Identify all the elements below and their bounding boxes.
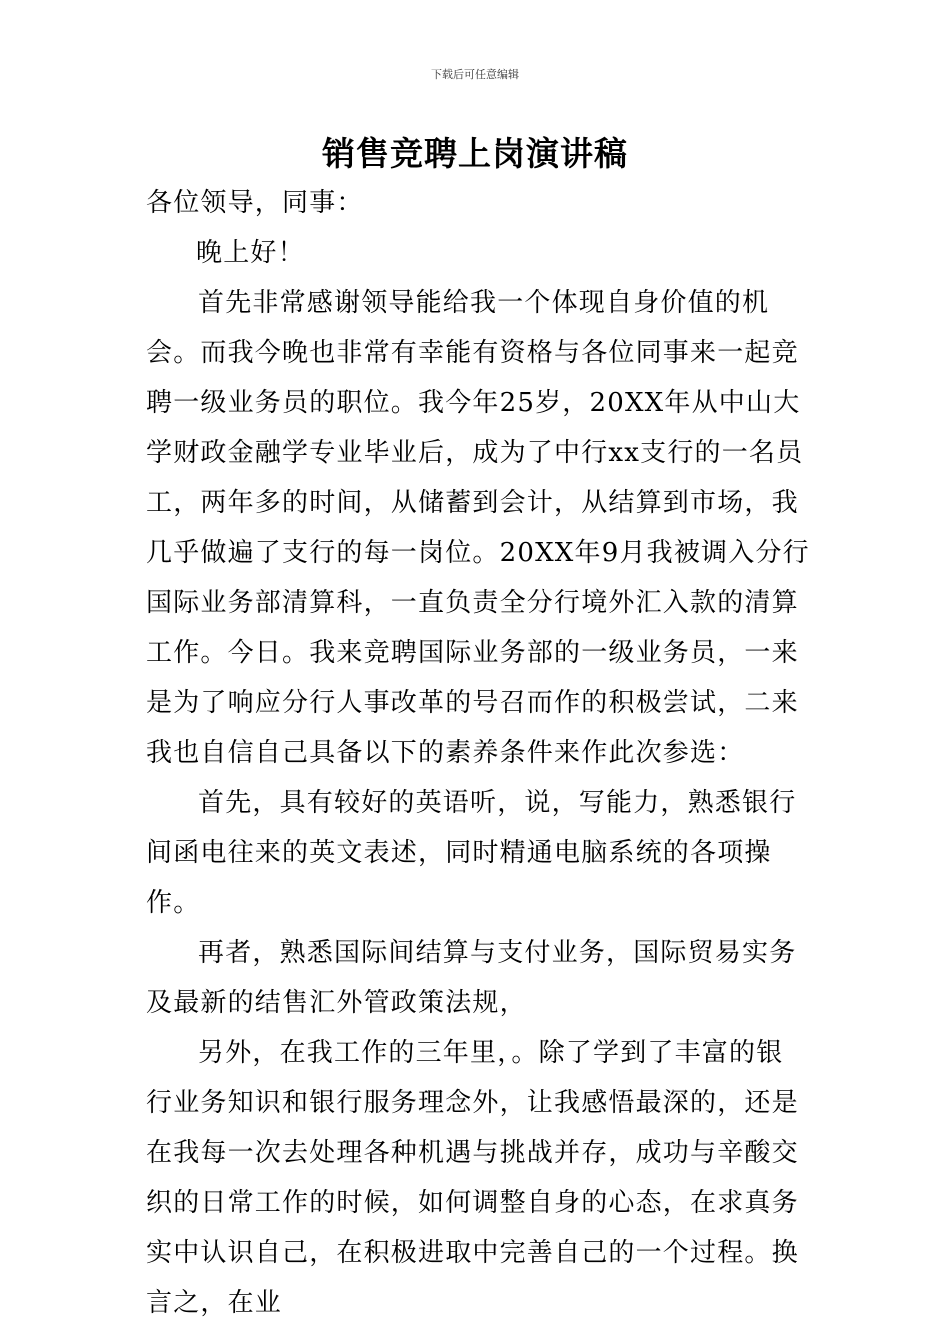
document-body bbox=[146, 178, 810, 1328]
paragraph: 首先，具有较好的英语听，说，写能力，熟悉银行间函电往来的英文表述，同时精通电脑系统的各项操作。 bbox=[146, 788, 797, 918]
document-title: 销售竞聘上岗演讲稿 bbox=[322, 134, 628, 173]
salutation: 各位领导，同事： bbox=[146, 188, 364, 218]
paragraph: 再者，熟悉国际间结算与支付业务，国际贸易实务及最新的结售汇外管政策法规， bbox=[146, 938, 797, 1018]
paragraph: 另外，在我工作的三年里，。除了学到了丰富的银行业务知识和银行服务理念外，让我感悟最深的，还是在我每一次去处理各种机遇与挑战并存，成功与辛酸交织的日常工作的时候，如何调整自身的心态，在求真务实中认识自己，在积极进取中完善自己的一个过程。换言之，在业 bbox=[146, 1038, 799, 1318]
header-note: 下载后可任意编辑 bbox=[431, 68, 519, 81]
paragraph: 首先非常感谢领导能给我一个体现自身价值的机会。而我今晚也非常有幸能有资格与各位同事来一起竞聘一级业务员的职位。我今年25岁，20XX年从中山大学财政金融学专业毕业后，成为了中行xx支行的一名员工，两年多的时间，从储蓄到会计，从结算到市场，我几乎做遍了支行的每一岗位。20XX年9月我被调入分行国际业务部清算科，一直负责全分行境外汇入款的清算工作。今日。我来竞聘国际业务部的一级业务员，一来是为了响应分行人事改革的号召而作的积极尝试，二来我也自信自己具备以下的素养条件来作此次参选： bbox=[146, 288, 810, 768]
greeting: 晚上好！ bbox=[196, 238, 305, 268]
